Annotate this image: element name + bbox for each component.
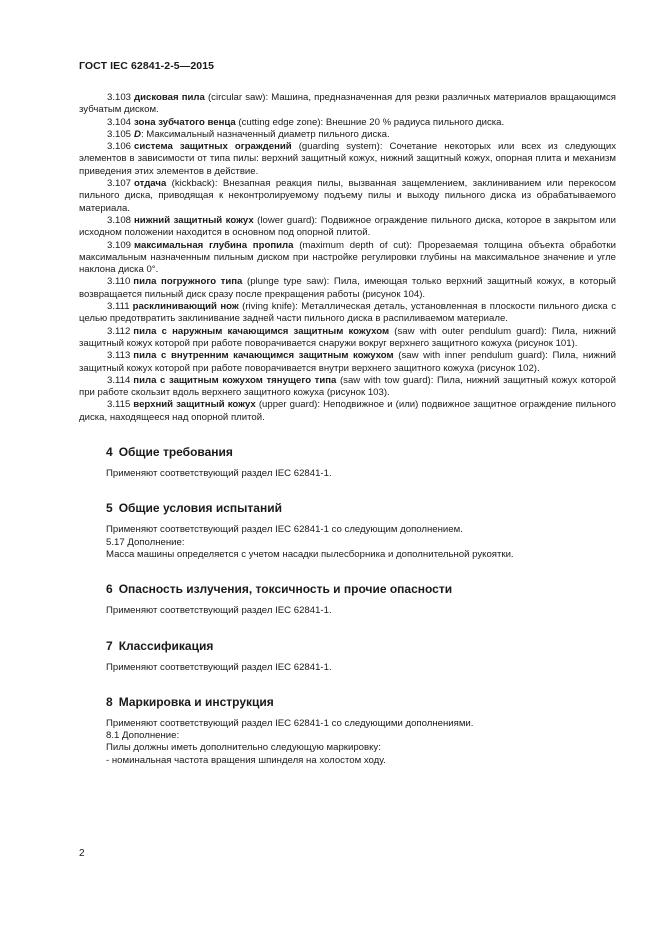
definition-term: нижний защитный кожух: [134, 214, 254, 226]
section-heading: [106, 639, 616, 653]
definition-term: D: [134, 128, 141, 140]
section-heading: [106, 695, 616, 709]
section-paragraph: Применяют соответствующий раздел IEC 62841-1 со следующим дополнением.: [106, 524, 463, 536]
section-heading: [106, 445, 616, 459]
definition-paragraph: [79, 129, 616, 141]
definition-text: (riving knife): Металлическая деталь, установленная в плоскости пильного диска с целью предотвратить заклинивание задней части пильного диска в распиливаемом материале.: [79, 301, 616, 325]
definition-number: 3.112: [107, 325, 131, 337]
definition-text: (circular saw): Машина, предназначенная для резки различных материалов вращающимся зубчатым диском.: [79, 92, 616, 116]
definition-number: 3.108: [107, 214, 132, 226]
section-paragraph: Пилы должны иметь дополнительно следующую маркировку:: [106, 742, 381, 754]
section-number: 7: [106, 638, 113, 653]
definition-paragraph: [79, 92, 616, 117]
definition-number: 3.109: [107, 239, 132, 251]
definition-term: верхний защитный кожух: [133, 399, 256, 411]
definition-text: (saw with inner pendulum guard): Пила, нижний защитный кожух которой при работе поворачивается внутри верхнего защитного кожуха (рисунок 102).: [79, 350, 616, 374]
section-paragraph: Масса машины определяется с учетом насадки пылесборника и дополнительной рукоятки.: [106, 548, 514, 560]
definition-text: (maximum depth of cut): Прорезаемая толщина объекта обработки максимальным назначенным пильным диском при настройке регулировки глубины на максимальное значение и угле наклона диска 0°.: [79, 239, 616, 276]
definition-term: пила с защитным кожухом тянущего типа: [133, 374, 337, 386]
definition-term: дисковая пила: [134, 92, 205, 103]
definition-text: (cutting edge zone): Внешние 20 % радиуса пильного диска.: [235, 116, 505, 128]
definition-number: 3.104: [107, 116, 132, 128]
section-paragraph: Применяют соответствующий раздел IEC 62841-1 со следующими дополнениями.: [106, 717, 474, 729]
section-5: [79, 501, 616, 561]
definition-number: 3.103: [107, 92, 132, 103]
definition-text: (saw with tow guard): Пила, нижний защитный кожух которой при работе скользит вдоль верхнего защитного кожуха (рисунок 103).: [79, 374, 616, 399]
definition-number: 3.105: [107, 128, 132, 140]
section-title: Классификация: [118, 638, 214, 653]
section-title: Общие требования: [118, 445, 233, 460]
section-title: Опасность излучения, токсичность и прочие опасности: [118, 582, 453, 597]
section-paragraph: Применяют соответствующий раздел IEC 62841-1.: [106, 661, 332, 673]
section-paragraph: Применяют соответствующий раздел IEC 62841-1.: [106, 468, 332, 480]
definition-term: отдача: [134, 178, 167, 190]
definition-paragraph: [79, 326, 616, 351]
section-number: 6: [106, 582, 113, 597]
section-7: [79, 639, 616, 674]
page-number: 2: [79, 848, 85, 859]
standard-header: ГОСТ IEC 62841-2-5—2015: [79, 60, 215, 72]
definition-paragraph: [79, 350, 616, 375]
section-title: Маркировка и инструкция: [118, 694, 274, 709]
definition-term: максимальная глубина пропила: [134, 239, 294, 251]
section-heading: [106, 501, 616, 515]
definition-paragraph: [79, 301, 616, 326]
definition-paragraph: [79, 276, 616, 301]
section-paragraph: - номинальная частота вращения шпинделя на холостом ходу.: [106, 754, 386, 766]
definition-paragraph: [79, 215, 616, 240]
definition-term: зона зубчатого венца: [134, 116, 236, 128]
definition-number: 3.115: [107, 399, 131, 411]
definition-text: (lower guard): Подвижное ограждение пильного диска, которое в закрытом или исходном положении находится в основном под опорной плитой.: [79, 214, 617, 239]
section-6: [79, 582, 616, 617]
definition-paragraph: [79, 141, 616, 178]
definition-term: пила погружного типа: [133, 276, 243, 288]
section-number: 8: [106, 694, 113, 709]
definition-term: расклинивающий нож: [132, 301, 239, 313]
section-paragraph: 5.17 Дополнение:: [106, 536, 185, 548]
definition-paragraph: [79, 399, 616, 424]
section-number: 5: [106, 501, 113, 516]
definition-text: (saw with outer pendulum guard): Пила, нижний защитный кожух которой при работе поворачивается снаружи вокруг верхнего защитного кожуха (рисунок 101).: [79, 325, 616, 349]
document-body: [79, 92, 616, 767]
definition-text: (guarding system): Сочетание некоторых или всех из следующих элементов в зависимости от типа пилы: верхний защитный кожух, нижний защитный кожух, опорная плита и механизм приведения этих элементов в действие.: [79, 141, 616, 177]
section-paragraph: Применяют соответствующий раздел IEC 62841-1.: [106, 605, 332, 617]
definition-text: : Максимальный назначенный диаметр пильного диска.: [140, 128, 390, 140]
definition-paragraph: [79, 178, 616, 215]
definition-text: (kickback): Внезапная реакция пилы, вызванная защемлением, заклиниванием или перекосом пильного диска, приводящая к неконтролируемому подъему пилы и выходу пильного диска из обрабатываемого материала.: [79, 178, 616, 214]
definition-number: 3.107: [107, 178, 132, 190]
definition-text: (plunge type saw): Пила, имеющая только верхний защитный кожух, в который возвращается пильный диск сразу после прекращения работы (рисунок 104).: [79, 276, 616, 300]
section-title: Общие условия испытаний: [118, 501, 282, 516]
definition-number: 3.106: [107, 141, 132, 153]
definition-paragraph: [79, 240, 616, 277]
definition-paragraph: [79, 117, 616, 129]
section-4: [79, 445, 616, 480]
sections-list: [79, 445, 616, 767]
definition-paragraph: [79, 375, 616, 400]
definitions-list: [79, 92, 616, 424]
definition-term: пила с внутренним качающимся защитным кожухом: [133, 350, 394, 362]
section-heading: [106, 582, 616, 596]
section-paragraph: 8.1 Дополнение:: [106, 730, 180, 742]
section-8: [79, 695, 616, 767]
definition-number: 3.110: [107, 276, 131, 288]
definition-term: пила с наружным качающимся защитным кожухом: [133, 325, 390, 337]
definition-number: 3.113: [107, 350, 131, 362]
section-number: 4: [106, 445, 113, 460]
definition-number: 3.114: [107, 374, 131, 386]
definition-term: система защитных ограждений: [134, 141, 292, 153]
definition-number: 3.111: [107, 301, 130, 313]
definition-text: (upper guard): Неподвижное и (или) подвижное защитное ограждение пильного диска, находящееся над опорной плитой.: [79, 399, 616, 423]
